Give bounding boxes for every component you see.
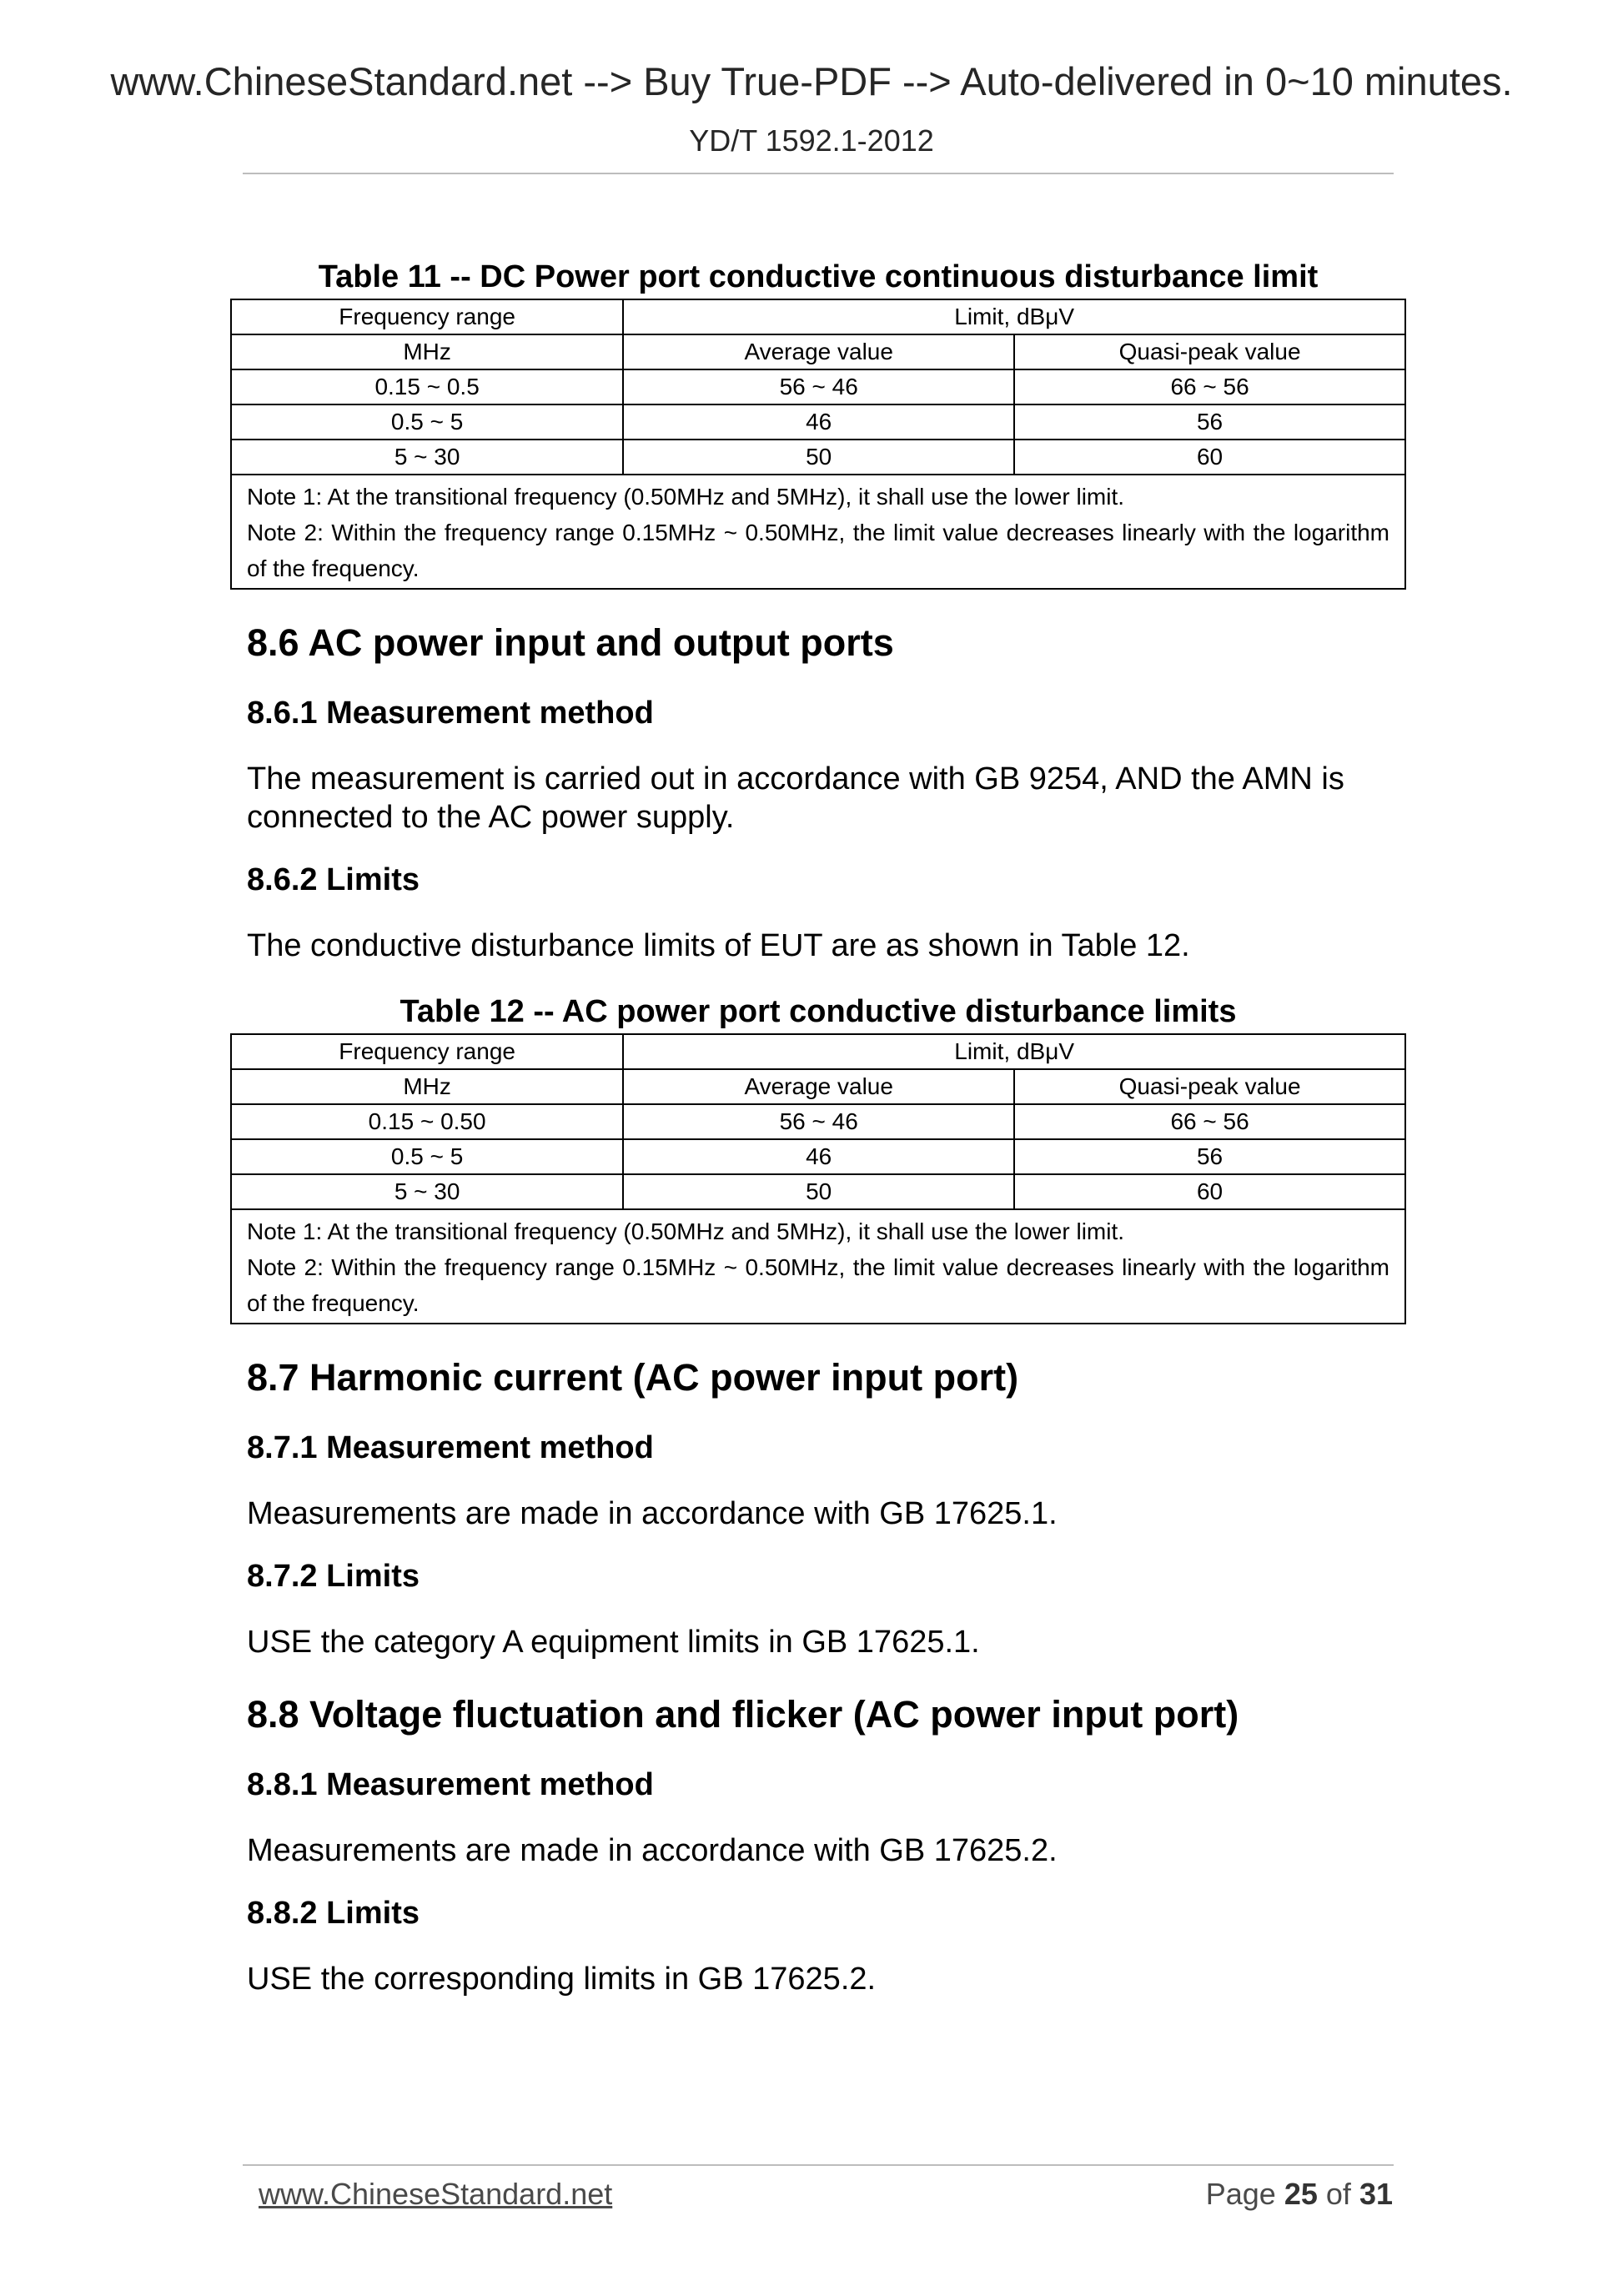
cell-avg: 46 <box>623 404 1014 440</box>
col-header-qp: Quasi-peak value <box>1014 334 1405 369</box>
section-8-6-heading: 8.6 AC power input and output ports <box>247 621 894 664</box>
col-header-freq: Frequency range <box>231 299 623 334</box>
total-pages: 31 <box>1359 2177 1393 2211</box>
section-8-8-2-heading: 8.8.2 Limits <box>247 1896 420 1931</box>
section-8-7-2-text: USE the category A equipment limits in GB 17625.1. <box>247 1625 980 1660</box>
col-header-qp: Quasi-peak value <box>1014 1069 1405 1104</box>
section-8-8-1-heading: 8.8.1 Measurement method <box>247 1767 654 1802</box>
page-number <box>1206 2177 1393 2212</box>
section-8-7-1-heading: 8.7.1 Measurement method <box>247 1430 654 1465</box>
page-content <box>230 255 1406 1998</box>
section-8-8-1-text: Measurements are made in accordance with GB 17625.2. <box>247 1833 1058 1868</box>
section-8-6-1-heading: 8.6.1 Measurement method <box>247 696 654 731</box>
col-header-freq-unit: MHz <box>231 1069 623 1104</box>
table-row <box>231 404 1405 440</box>
current-page: 25 <box>1284 2177 1318 2211</box>
section-8-6-1-text: The measurement is carried out in accordance with GB 9254, AND the AMN is connected to the AC power supply. <box>247 761 1344 835</box>
note-2: Note 2: Within the frequency range 0.15MHz ~ 0.50MHz, the limit value decreases linearly with the logarithm of the frequency. <box>247 1254 1389 1316</box>
note-1: Note 1: At the transitional frequency (0.50MHz and 5MHz), it shall use the lower limit. <box>247 1218 1125 1244</box>
table-notes <box>231 475 1405 589</box>
cell-avg: 50 <box>623 1174 1014 1209</box>
section-8-6-2-heading: 8.6.2 Limits <box>247 862 420 897</box>
section-8-7-2-heading: 8.7.2 Limits <box>247 1559 420 1594</box>
cell-qp: 60 <box>1014 1174 1405 1209</box>
table-notes <box>231 1209 1405 1324</box>
col-header-freq-unit: MHz <box>231 334 623 369</box>
table-12-title: Table 12 -- AC power port conductive disturbance limits <box>399 994 1237 1029</box>
page-label: Page <box>1205 2177 1276 2211</box>
section-8-6-2-text: The conductive disturbance limits of EUT are as shown in Table 12. <box>247 928 1190 963</box>
cell-freq: 0.5 ~ 5 <box>231 404 623 440</box>
page-of-label: of <box>1325 2177 1351 2211</box>
table-11 <box>230 299 1406 590</box>
cell-qp: 66 ~ 56 <box>1014 1104 1405 1139</box>
col-header-limit: Limit, dBμV <box>623 299 1405 334</box>
cell-freq: 5 ~ 30 <box>231 440 623 475</box>
col-header-freq: Frequency range <box>231 1034 623 1069</box>
table-row <box>231 1174 1405 1209</box>
cell-qp: 66 ~ 56 <box>1014 369 1405 404</box>
cell-freq: 0.15 ~ 0.5 <box>231 369 623 404</box>
header-divider <box>243 173 1394 174</box>
section-8-8-2-text: USE the corresponding limits in GB 17625.2. <box>247 1962 877 1997</box>
col-header-avg: Average value <box>623 334 1014 369</box>
section-8-8-heading: 8.8 Voltage fluctuation and flicker (AC power input port) <box>247 1693 1239 1736</box>
note-2: Note 2: Within the frequency range 0.15MHz ~ 0.50MHz, the limit value decreases linearly with the logarithm of the frequency. <box>247 520 1389 581</box>
cell-freq: 0.15 ~ 0.50 <box>231 1104 623 1139</box>
cell-avg: 56 ~ 46 <box>623 1104 1014 1139</box>
col-header-limit: Limit, dBμV <box>623 1034 1405 1069</box>
section-8-7-1-text: Measurements are made in accordance with GB 17625.1. <box>247 1496 1058 1531</box>
table-row <box>231 369 1405 404</box>
standard-code: YD/T 1592.1-2012 <box>689 123 934 158</box>
cell-qp: 60 <box>1014 440 1405 475</box>
table-11-title: Table 11 -- DC Power port conductive continuous disturbance limit <box>318 259 1319 294</box>
section-8-7-heading: 8.7 Harmonic current (AC power input port) <box>247 1356 1019 1399</box>
cell-qp: 56 <box>1014 1139 1405 1174</box>
cell-avg: 50 <box>623 440 1014 475</box>
footer-link[interactable]: www.ChineseStandard.net <box>259 2177 613 2211</box>
footer-divider <box>243 2164 1394 2166</box>
table-12 <box>230 1033 1406 1324</box>
cell-freq: 5 ~ 30 <box>231 1174 623 1209</box>
col-header-avg: Average value <box>623 1069 1014 1104</box>
cell-qp: 56 <box>1014 404 1405 440</box>
table-row <box>231 440 1405 475</box>
table-row <box>231 1139 1405 1174</box>
header-banner: www.ChineseStandard.net --> Buy True-PDF --> Auto-delivered in 0~10 minutes. <box>110 59 1513 103</box>
page-header <box>0 58 1623 158</box>
cell-avg: 46 <box>623 1139 1014 1174</box>
cell-freq: 0.5 ~ 5 <box>231 1139 623 1174</box>
cell-avg: 56 ~ 46 <box>623 369 1014 404</box>
table-row <box>231 1104 1405 1139</box>
note-1: Note 1: At the transitional frequency (0.50MHz and 5MHz), it shall use the lower limit. <box>247 484 1125 510</box>
